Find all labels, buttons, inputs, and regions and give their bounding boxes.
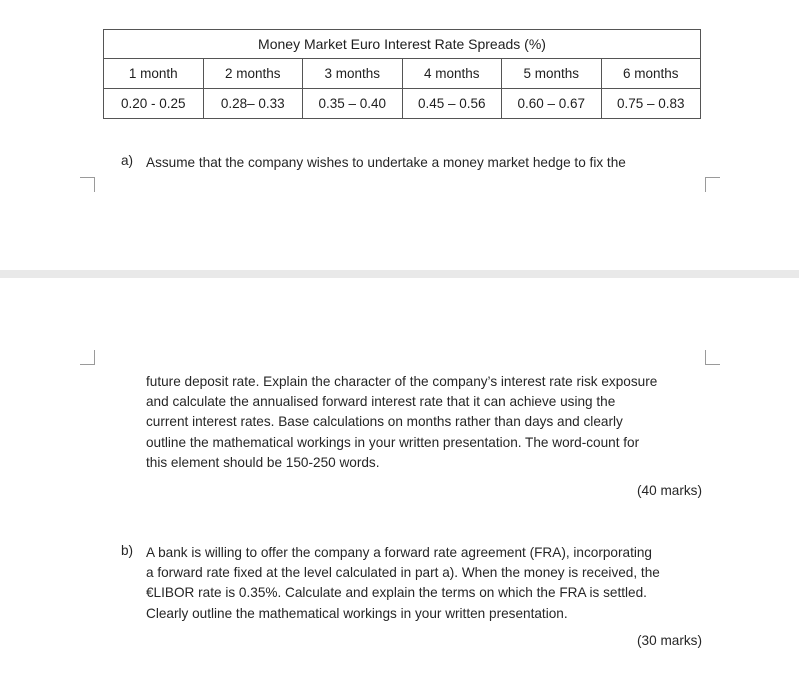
text-line: and calculate the annualised forward interest rate that it can achieve using the	[146, 394, 616, 410]
question-a-label: a)	[121, 153, 134, 168]
text-line: A bank is willing to offer the company a forward rate agreement (FRA), incorporating	[146, 545, 652, 560]
page-separator	[0, 270, 799, 278]
question-b-label: b)	[121, 543, 134, 558]
text-line: future deposit rate. Explain the character of the company’s interest rate risk exposure	[146, 374, 658, 389]
table-title: Money Market Euro Interest Rate Spreads (%)	[104, 30, 701, 59]
table-header-cell: 2 months	[203, 59, 303, 89]
table-value-cell: 0.60 – 0.67	[502, 89, 602, 119]
table-header-cell: 3 months	[303, 59, 403, 89]
table-value-cell: 0.45 – 0.56	[402, 89, 502, 119]
table-value-cell: 0.35 – 0.40	[303, 89, 403, 119]
question-a-marks: (40 marks)	[637, 483, 702, 498]
text-line: this element should be 150-250 words.	[146, 454, 380, 470]
document-page-bottom	[0, 278, 799, 675]
text-line: current interest rates. Base calculations on months rather than days and clearly	[146, 414, 623, 430]
text-line: €LIBOR rate is 0.35%. Calculate and explain the terms on which the FRA is settled.	[146, 585, 647, 601]
table-value-cell: 0.20 - 0.25	[104, 89, 204, 119]
text-line: Clearly outline the mathematical workings in your written presentation.	[146, 605, 568, 621]
page-margin-corner	[80, 350, 95, 365]
question-b-marks: (30 marks)	[637, 633, 702, 648]
page-margin-corner	[80, 177, 95, 192]
table-header-row	[104, 59, 701, 89]
table-header-cell: 1 month	[104, 59, 204, 89]
table-row	[104, 89, 701, 119]
table-value-cell: 0.28– 0.33	[203, 89, 303, 119]
table-value-cell: 0.75 – 0.83	[601, 89, 701, 119]
question-a-first-line: Assume that the company wishes to undertake a money market hedge to fix the	[146, 155, 626, 170]
question-b-text	[146, 543, 706, 624]
document-page-top	[0, 0, 799, 270]
table-header-cell: 5 months	[502, 59, 602, 89]
page-margin-corner	[705, 177, 720, 192]
page-margin-corner	[705, 350, 720, 365]
interest-rate-table	[103, 29, 701, 119]
text-line: outline the mathematical workings in your written presentation. The word-count for	[146, 434, 640, 450]
table-header-cell: 6 months	[601, 59, 701, 89]
text-line: a forward rate fixed at the level calculated in part a). When the money is received, the	[146, 565, 660, 581]
table-header-cell: 4 months	[402, 59, 502, 89]
question-a-continuation	[146, 372, 706, 473]
